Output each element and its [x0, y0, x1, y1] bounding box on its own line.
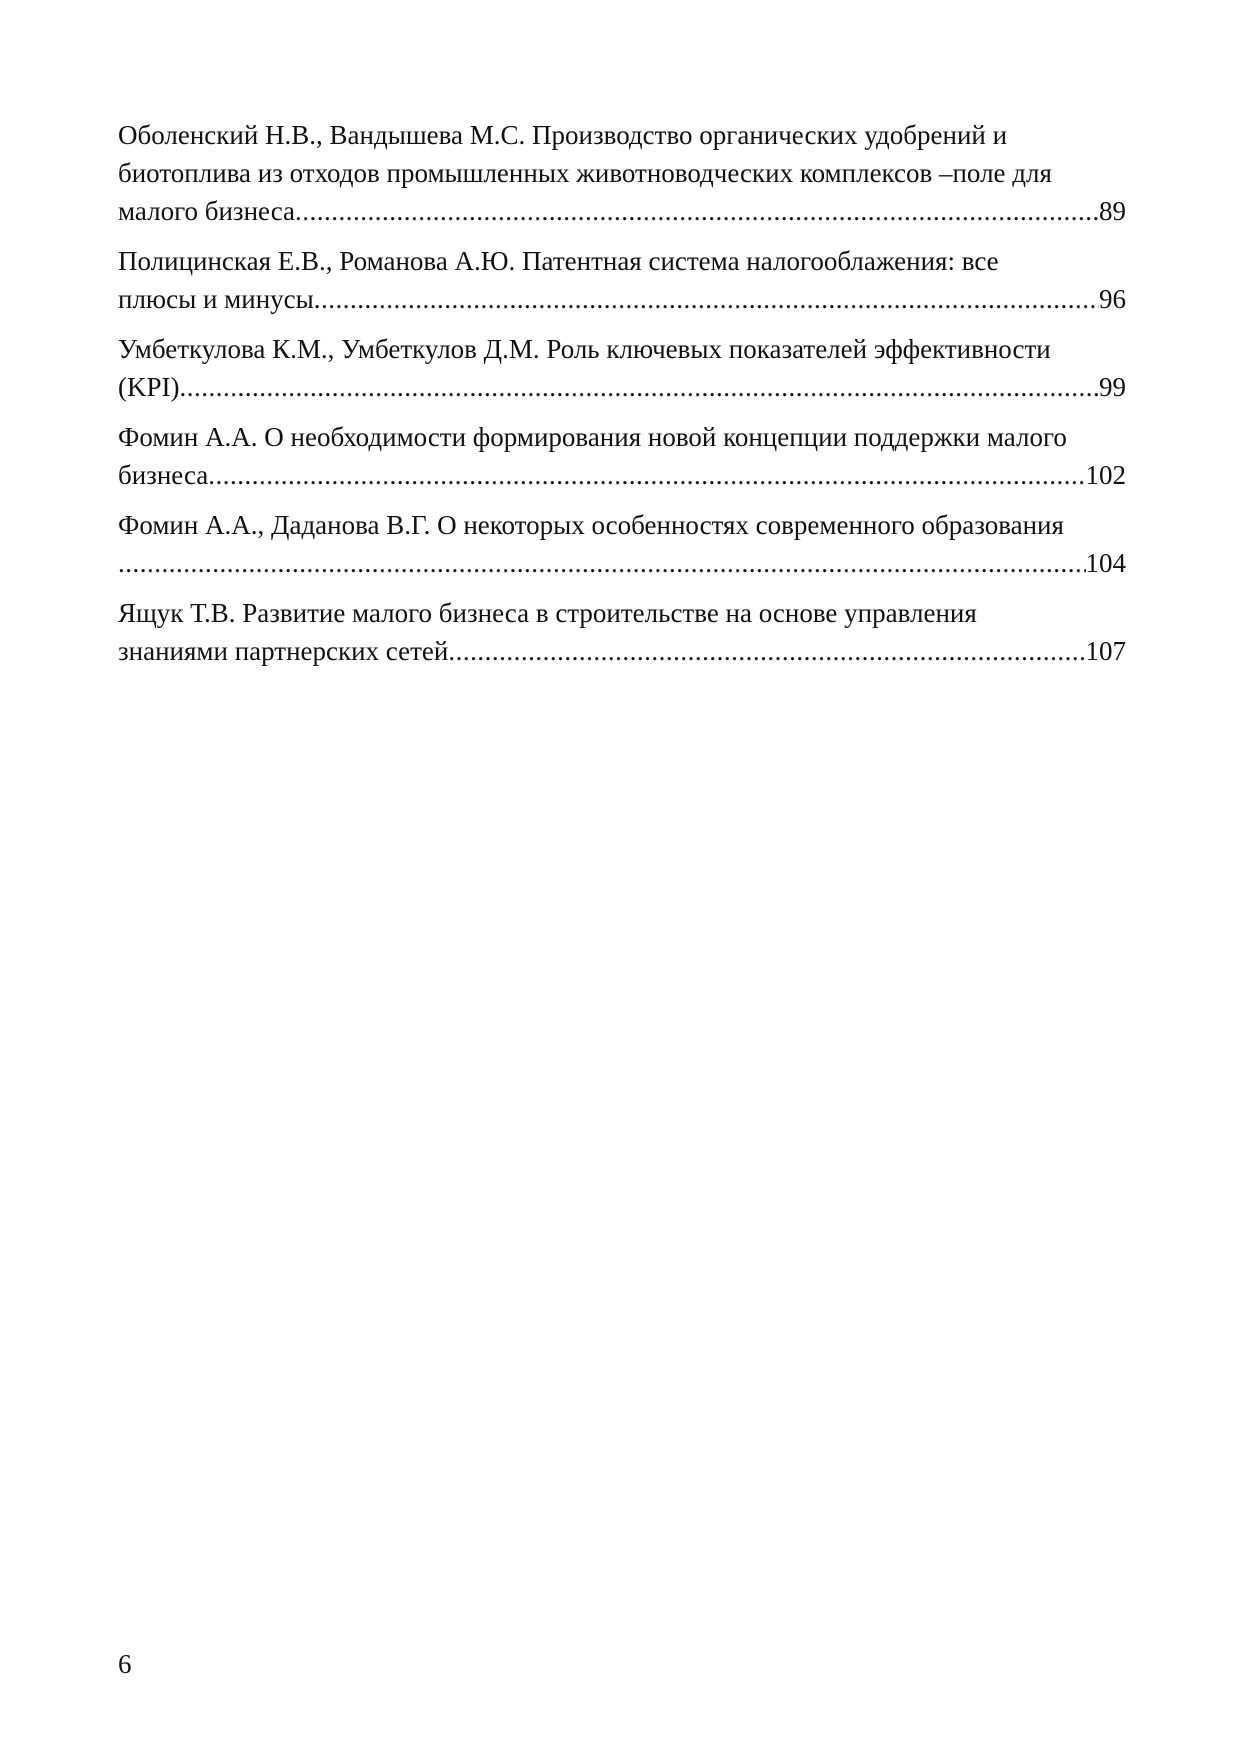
toc-entry-last-line — [118, 280, 1126, 318]
toc-page-number: 107 — [1085, 636, 1126, 666]
leader-dots — [314, 280, 1099, 318]
toc-page-number: 99 — [1099, 372, 1126, 402]
toc-entry[interactable] — [118, 594, 1126, 670]
leader-dots — [448, 632, 1085, 670]
toc-entry-text: Фомин А.А., Даданова В.Г. О некоторых особенностях современного образования — [118, 510, 1064, 540]
toc-entry-text: плюсы и минусы — [118, 284, 314, 314]
toc-page-number: 104 — [1085, 548, 1126, 578]
toc-entry[interactable] — [118, 418, 1126, 494]
leader-dots — [180, 368, 1100, 406]
toc-page-number: 89 — [1099, 196, 1126, 226]
leader-dots — [118, 544, 1086, 582]
toc-entry[interactable] — [118, 116, 1126, 230]
toc-entry-text: знаниями партнерских сетей — [118, 636, 449, 666]
table-of-contents — [118, 116, 1126, 682]
toc-entry-text: малого бизнеса — [118, 196, 296, 226]
toc-entry-text: Ящук Т.В. Развитие малого бизнеса в строительстве на основе управления — [118, 598, 977, 628]
leader-dots — [208, 456, 1085, 494]
toc-page-number: 102 — [1085, 460, 1126, 490]
toc-entry-text: Фомин А.А. О необходимости формирования новой концепции поддержки малого — [118, 422, 1067, 452]
toc-entry[interactable] — [118, 242, 1126, 318]
toc-entry-last-line — [118, 632, 1126, 670]
page-number: 6 — [118, 1649, 132, 1679]
toc-entry-last-line — [118, 456, 1126, 494]
toc-entry-text: Оболенский Н.В., Вандышева М.С. Производство органических удобрений и — [118, 120, 1008, 150]
toc-entry-last-line — [118, 544, 1126, 582]
toc-page-number: 96 — [1099, 284, 1126, 314]
toc-entry-text: Умбеткулова К.М., Умбеткулов Д.М. Роль ключевых показателей эффективности — [118, 334, 1051, 364]
toc-entry-text: биотоплива из отходов промышленных животноводческих комплексов –поле для — [118, 158, 1052, 188]
toc-entry[interactable] — [118, 506, 1126, 582]
toc-entry-text: бизнеса — [118, 460, 209, 490]
toc-entry-last-line — [118, 368, 1126, 406]
toc-entry[interactable] — [118, 330, 1126, 406]
toc-entry-text: (KPI) — [118, 372, 180, 402]
toc-entry-text: Полицинская Е.В., Романова А.Ю. Патентная система налогооблажения: все — [118, 246, 999, 276]
leader-dots — [295, 192, 1099, 230]
toc-entry-last-line — [118, 192, 1126, 230]
